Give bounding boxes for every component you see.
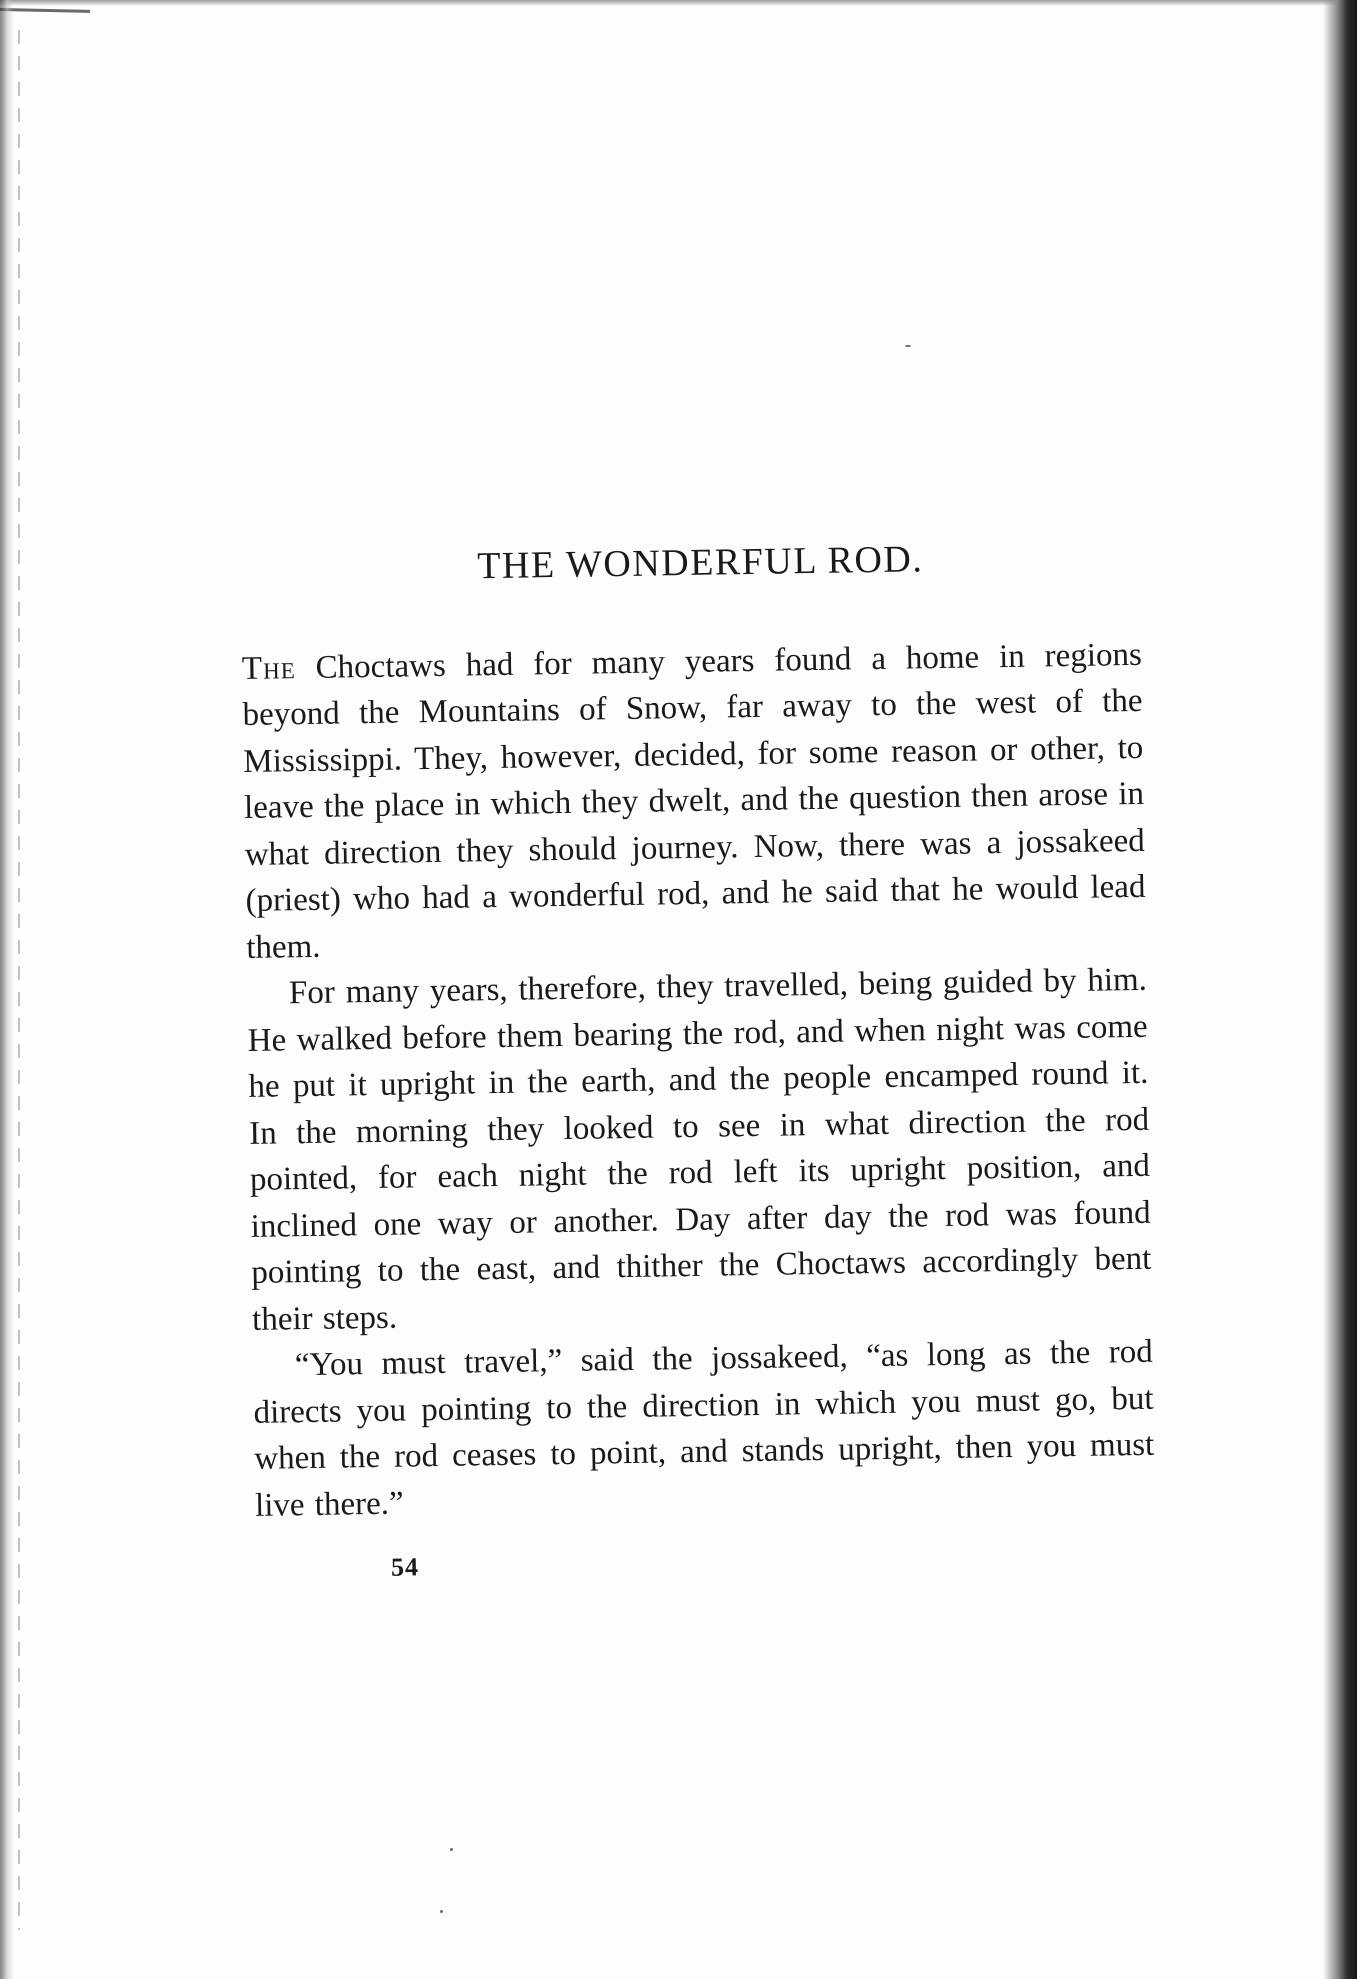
scan-binding-line [18,30,20,1930]
scan-right-edge [1323,0,1357,1979]
chapter-title: THE WONDERFUL ROD. [476,538,924,588]
page-content [240,534,1156,1585]
page-number: 54 [390,1552,420,1582]
scan-speck [440,1910,443,1913]
paragraph-1 [242,631,1147,971]
scan-speck [905,345,911,347]
scan-left-edge [0,0,14,1979]
scan-top-edge [0,0,1357,6]
paragraph-3: “You must travel,” said the jossakeed, “as long as the rod directs you pointing to the direction in which you must go, but when the rod ceases to point, and stands upright, then you must live there.” [253,1333,1155,1524]
paragraph-2: For many years, therefore, they travelled, being guided by him. He walked before them bearing the rod, and when night was come he put it upright in the earth, and the people encamped round it. In the morning they looked to see in what direction the rod pointed, for each night the rod left its upright position, and inclined one way or another. Day after day the rod was found pointing to the east, and thither the Choctaws accordingly bent their steps. [247,961,1152,1338]
paragraph-lead-word: The [241,649,296,687]
paragraph-1-text: Choctaws had for many years found a home in regions beyond the Mountains of Snow, far away to the west of the Mississippi. They, however, decided, for some reason or other, to leave the place in which they dwelt, and the question then arose in what direction they should journey. Now, there was a jossakeed (priest) who had a wonderful rod, and he said that he would lead them. [242,636,1146,966]
scan-speck [450,1848,453,1851]
